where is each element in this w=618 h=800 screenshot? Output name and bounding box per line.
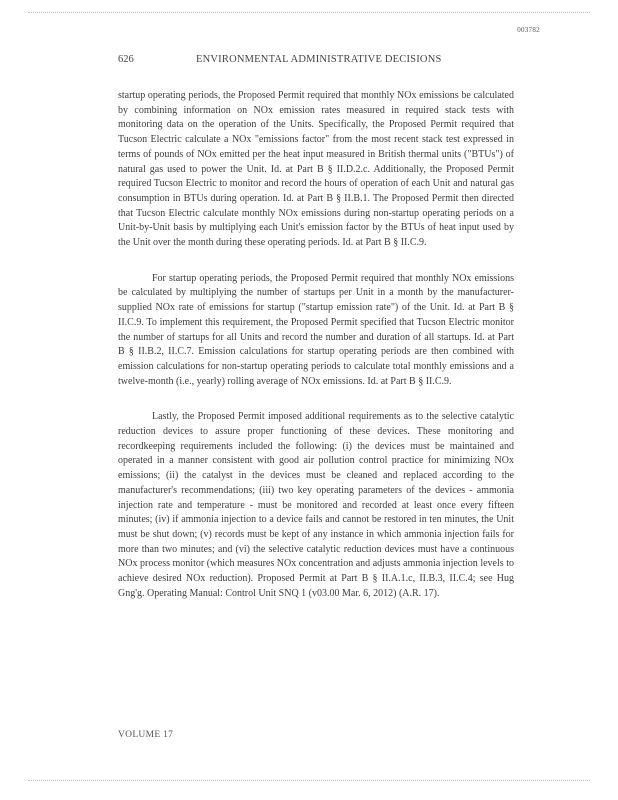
paragraph-scr-requirements: Lastly, the Proposed Permit imposed additional requirements as to the selective catalytic reduction devices to assure proper functioning of these devices. These monitoring and recordkeeping requirements included the following: (i) the devices must be maintained and operated in a manner consistent with good air pollution control practice for minimizing NOx emissions; (ii) the catalyst in the devices must be cleaned and replaced according to the manufacturer's recommendations; (iii) two key operating parameters of the devices - ammonia injection rate and temperature - must be monitored and recorded at least once every fifteen minutes; (iv) if ammonia injection to a device fails and cannot be restored in ten minutes, the Unit must be shut down; (v) records must be kept of any instance in which ammonia injection fails for more than two minutes; and (vi) the selective catalytic reduction devices must have a continuous NOx process monitor (which measures NOx concentration and adjusts ammonia injection levels to achieve desired NOx reduction). Proposed Permit at Part B § II.A.1.c, II.B.3, II.C.4; see Hug Gng'g. Operating Manual: Control Unit SNQ 1 (v03.00 Mar. 6, 2012) (A.R. 17). xyxy=(118,411,514,599)
page-number: 626 xyxy=(118,54,134,65)
page-body xyxy=(118,89,514,623)
scan-artifact-top xyxy=(28,12,590,15)
paragraph-startup-periods: For startup operating periods, the Proposed Permit required that monthly NOx emissions be calculated by multiplying the number of startups per Unit in a month by the manufacturer-supplied NOx rate of emissions for startup ("startup emission rate") of the Unit. Id. at Part B § II.C.9. To implement this requirement, the Proposed Permit specified that Tucson Electric monitor the number of startups for all Units and record the number and duration of all startups. Id. at Part B § II.B.2, II.C.7. Emission calculations for startup operating periods are then combined with emission calculations for non-startup operating periods to calculate total monthly emissions and a twelve-month (i.e., yearly) rolling average of NOx emissions. Id. at Part B § II.C.9. xyxy=(118,272,514,387)
scan-artifact-bottom xyxy=(28,780,590,783)
header-title: ENVIRONMENTAL ADMINISTRATIVE DECISIONS xyxy=(196,54,442,65)
paragraph-continued: startup operating periods, the Proposed Permit required that monthly NOx emissions be calculated by combining information on NOx emission rates measured in required stack tests with monitoring data on the operation of the Units. Specifically, the Proposed Permit required that Tucson Electric calculate a NOx "emissions factor" from the most recent stack test expressed in terms of pounds of NOx emitted per the heat input measured in British thermal units ("BTUs") of natural gas used to power the Unit. Id. at Part B § II.D.2.c. Additionally, the Proposed Permit required Tucson Electric to monitor and record the hours of operation of each Unit and natural gas consumption in BTUs during operation. Id. at Part B § II.B.1. The Proposed Permit then directed that Tucson Electric calculate monthly NOx emissions during non-startup operating periods on a Unit-by-Unit basis by multiplying each Unit's emission factor by the BTUs of heat input used by the Unit over the month during these operating periods. Id. at Part B § II.C.9. xyxy=(118,90,514,249)
volume-footer: VOLUME 17 xyxy=(118,730,174,740)
document-number: 003782 xyxy=(517,26,540,34)
